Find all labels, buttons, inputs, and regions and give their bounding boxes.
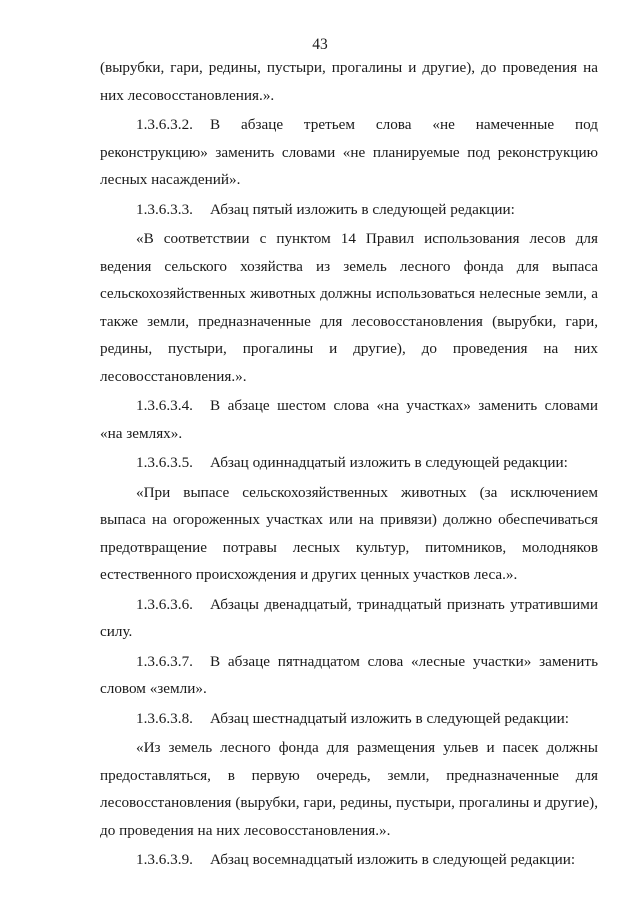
- clause-number: 1.3.6.3.6.: [136, 595, 193, 613]
- paragraph-text: Абзац пятый изложить в следующей редакции:: [210, 200, 515, 218]
- paragraph-12: [100, 846, 598, 874]
- paragraph-text: «В соответствии с пунктом 14 Правил использования лесов для ведения сельского хозяйства из земель лесного фонда для выпаса сельскохозяйственных животных должны использоваться нелесные земли, а также земли, предназначенные для лесовосстановления (вырубки, гари, редины, пустыри, прогалины и другие), до проведения на них лесовосстановления.».: [100, 230, 598, 385]
- clause-number: 1.3.6.3.4.: [136, 397, 193, 414]
- paragraph-3: [100, 196, 598, 224]
- clause-number: 1.3.6.3.3.: [136, 200, 193, 218]
- paragraph-6: [100, 449, 598, 477]
- paragraph-11: [100, 734, 598, 844]
- clause-number: 1.3.6.3.7.: [136, 652, 193, 670]
- paragraph-7: [100, 479, 598, 589]
- page-number: 43: [312, 36, 328, 53]
- paragraph-5: [100, 392, 598, 447]
- paragraph-8: [100, 591, 598, 646]
- paragraph-1: [100, 54, 598, 109]
- paragraph-text: (вырубки, гари, редины, пустыри, прогалины и другие), до проведения на них лесовосстановления.».: [100, 59, 598, 104]
- paragraph-10: [100, 705, 598, 733]
- clause-number: 1.3.6.3.2.: [136, 116, 193, 133]
- clause-number: 1.3.6.3.9.: [136, 851, 193, 868]
- paragraph-text: «При выпасе сельскохозяйственных животных (за исключением выпаса на огороженных участках или на привязи) должно обеспечиваться предотвращение потравы лесных культур, питомников, молодняков естественного происхождения и других ценных участков леса.».: [100, 483, 598, 583]
- clause-number: 1.3.6.3.5.: [136, 454, 193, 471]
- paragraph-text: Абзац восемнадцатый изложить в следующей редакции:: [210, 851, 576, 868]
- clause-number: 1.3.6.3.8.: [136, 709, 193, 727]
- paragraph-text: В абзаце шестом слова «на участках» заменить словами «на землях».: [100, 397, 598, 442]
- paragraph-text: «Из земель лесного фонда для размещения ульев и пасек должны предоставляться, в первую очередь, земли, предназначенные для лесовосстановления (вырубки, гари, редины, пустыри, прогалины и другие), до проведения на них лесовосстановления.».: [100, 739, 598, 839]
- paragraph-text: Абзац шестнадцатый изложить в следующей редакции:: [210, 709, 569, 727]
- paragraph-4: [100, 225, 598, 390]
- document-body: [100, 54, 598, 876]
- paragraph-2: [100, 111, 598, 194]
- paragraph-text: В абзаце третьем слова «не намеченные под реконструкцию» заменить словами «не планируемые под реконструкцию лесных насаждений».: [100, 116, 598, 188]
- paragraph-text: В абзаце пятнадцатом слова «лесные участки» заменить словом «земли».: [100, 652, 598, 697]
- paragraph-text: Абзац одиннадцатый изложить в следующей редакции:: [210, 454, 568, 471]
- paragraph-text: Абзацы двенадцатый, тринадцатый признать утратившими силу.: [100, 595, 598, 640]
- paragraph-9: [100, 648, 598, 703]
